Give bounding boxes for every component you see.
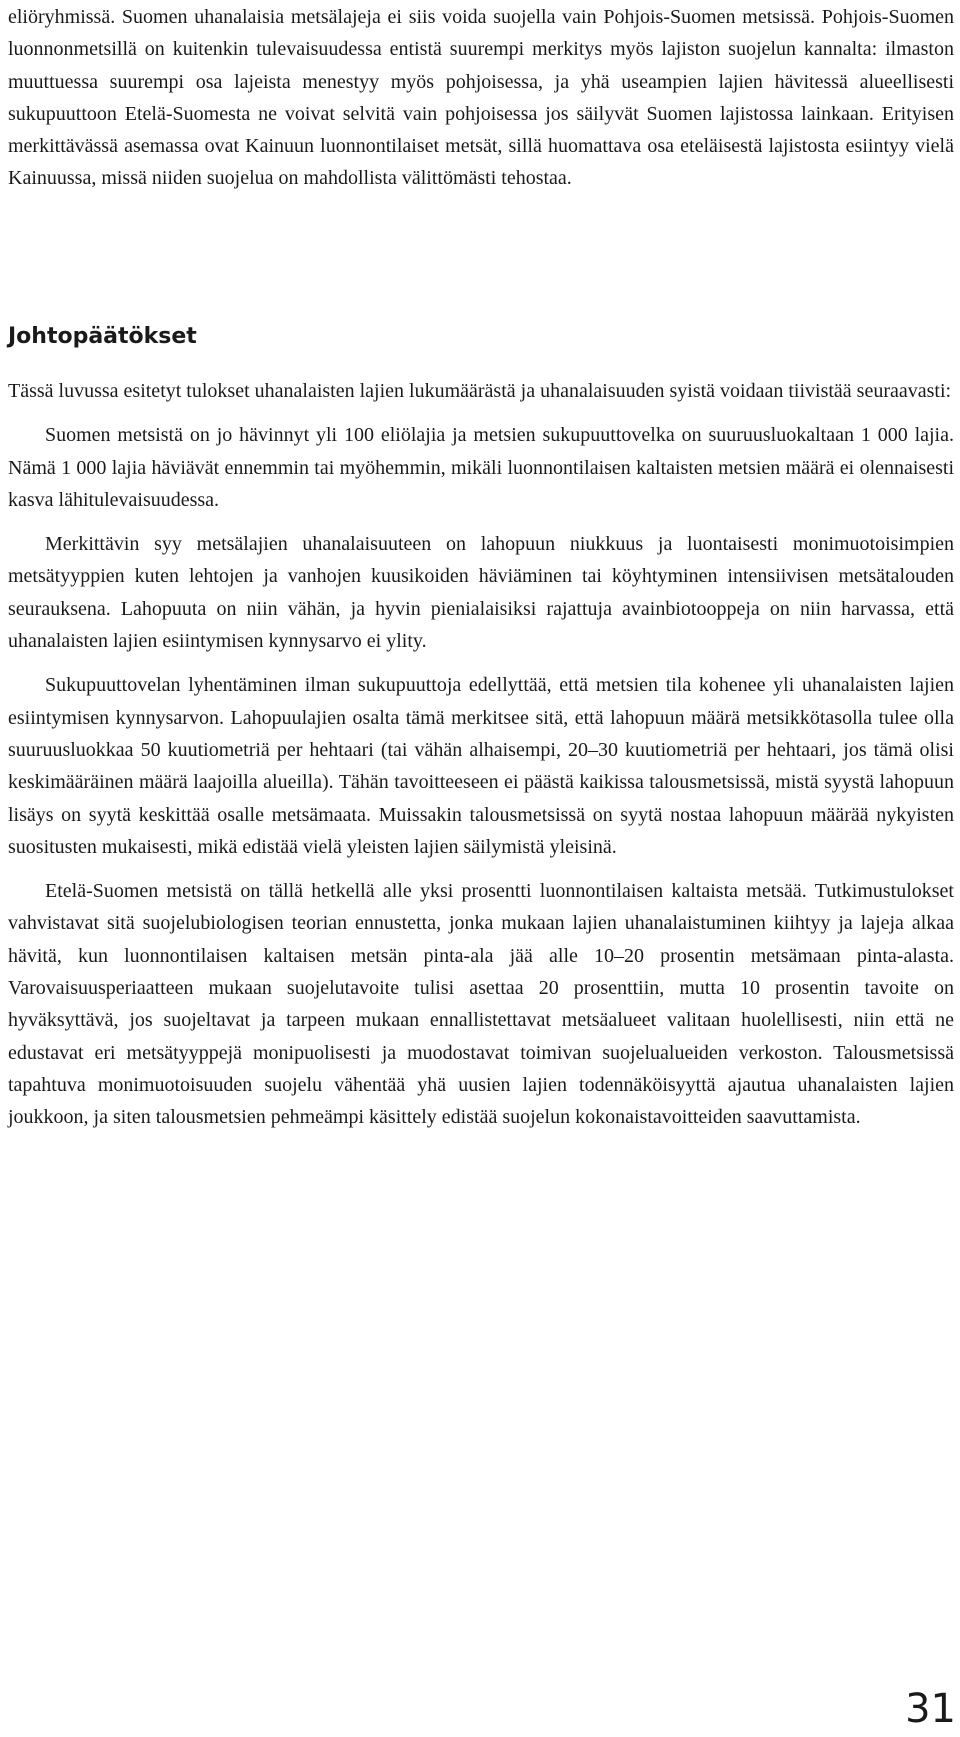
section-body — [8, 375, 954, 1146]
intro-paragraph: eliöryhmissä. Suomen uhanalaisia metsälajeja ei siis voida suojella vain Pohjois-Suomen metsissä. Pohjois-Suomen luonnonmetsillä on kuitenkin tulevaisuudessa entistä suurempi merkitys myös lajiston suojelun kannalta: ilmaston muuttuessa suurempi osa lajeista menestyy myös pohjoisessa, ja yhä useampien lajien hävitessä alueellisesti sukupuuttoon Etelä-Suomesta ne voivat selvitä vain pohjoisessa jos säilyvät Suomen lajistossa lainkaan. Erityisen merkittävässä asemassa ovat Kainuun luonnontilaiset metsät, sillä huomattava osa eteläisestä lajistosta esiintyy vielä Kainuussa, missä niiden suojelua on mahdollista välittömästi tehostaa. — [8, 6, 954, 190]
conclusion-paragraph-protection-target: Etelä-Suomen metsistä on tällä hetkellä alle yksi prosentti luonnontilaisen kaltaista metsää. Tutkimustulokset vahvistavat sitä suojelubiologisen teorian ennustetta, jonka mukaan lajien uhanalaistuminen kiihtyy ja lajeja alkaa hävitä, kun luonnontilaisen kaltaisen metsän pinta-ala jää alle 10–20 prosentin metsämaan pinta-alasta. Varovaisuusperiaatteen mukaan suojelutavoite tulisi asettaa 20 prosenttiin, mutta 10 prosentin tavoite on hyväksyttävä, jos suojeltavat ja tarpeen mukaan ennallistettavat metsäalueet valitaan huolellisesti, niin että ne edustavat eri metsätyyppejä monipuolisesti ja muodostavat toimivan suojelualueiden verkoston. Talousmetsissä tapahtuva monimuotoisuuden suojelu vähentää yhä uusien lajien todennäköisyyttä ajautua uhanalaisten lajien joukkoon, ja siten talousmetsien pehmeämpi käsittely edistää suojelun kokonaistavoitteiden saavuttamista. — [8, 880, 954, 1129]
summary-intro-paragraph: Tässä luvussa esitetyt tulokset uhanalaisten lajien lukumäärästä ja uhanalaisuuden syistä voidaan tiivistää seuraavasti: — [8, 380, 952, 402]
section-heading: Johtopäätökset — [8, 324, 197, 349]
conclusion-paragraph-deadwood: Merkittävin syy metsälajien uhanalaisuuteen on lahopuun niukkuus ja luontaisesti monimuotoisimpien metsätyyppien kuten lehtojen ja vanhojen kuusikoiden häviäminen tai köyhtyminen intensiivisen metsätalouden seurauksena. Lahopuuta on niin vähän, ja hyvin pienialaisiksi rajattuja avainbiotooppeja on niin harvassa, että uhanalaisten lajien esiintymisen kynnysarvo ei ylity. — [8, 533, 954, 653]
page-number: 31 — [905, 1686, 956, 1732]
conclusion-paragraph-extinction-debt: Suomen metsistä on jo hävinnyt yli 100 eliölajia ja metsien sukupuuttovelka on suuruusluokaltaan 1 000 lajia. Nämä 1 000 lajia häviävät ennemmin tai myöhemmin, mikäli luonnontilaisen kaltaisten metsien määrä ei olennaisesti kasva lähitulevaisuudessa. — [8, 424, 954, 511]
conclusion-paragraph-threshold: Sukupuuttovelan lyhentäminen ilman sukupuuttoja edellyttää, että metsien tila kohenee yli uhanalaisten lajien esiintymisen kynnysarvon. Lahopuulajien osalta tämä merkitsee sitä, että lahopuun määrä metsikkötasolla tulee olla suuruusluokkaa 50 kuutiometriä per hehtaari (tai vähän alhaisempi, 20–30 kuutiometriä per hehtaari, jos tämä olisi keskimääräinen määrä laajoilla alueilla). Tähän tavoitteeseen ei päästä kaikissa talousmetsissä, mistä syystä lahopuun lisäys on syytä keskittää osalle metsämaata. Muissakin talousmetsissä on syytä nostaa lahopuun määrää nykyisten suositusten mukaisesti, mikä edistää vielä yleisten lajien säilymistä yleisinä. — [8, 674, 954, 858]
